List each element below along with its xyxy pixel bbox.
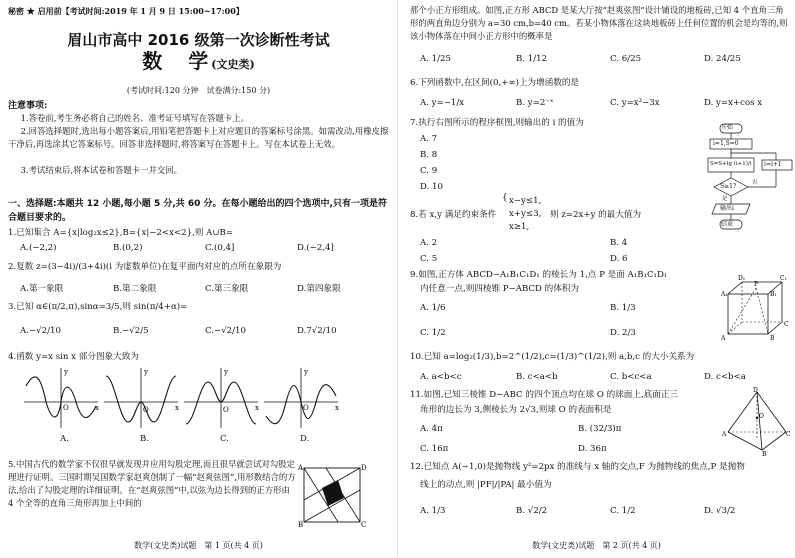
- question-3: 3.已知 α∈(π/2,π),sinα=3/5,则 sin(π/4+α)=: [8, 302, 188, 312]
- q7-option-d: D. 10: [420, 182, 443, 192]
- exam-title: 眉山市高中 2016 级第一次诊断性考试: [67, 31, 330, 49]
- q3-option-a: A.−√2/10: [20, 326, 61, 336]
- q7-option-b: B. 8: [420, 150, 438, 160]
- svg-text:D: D: [361, 464, 367, 472]
- q12-option-b: B. √2/2: [516, 506, 548, 516]
- q7-option-a: A. 7: [420, 134, 438, 144]
- q9-option-a: A. 1/6: [420, 303, 446, 313]
- q10-option-c: C. b<c<a: [610, 372, 652, 382]
- page-2-footer: 数学(文史类)试题 第 2 页(共 4 页): [532, 541, 661, 551]
- page-1: [0, 0, 397, 558]
- exam-info: (考试时间:120 分钟 试卷满分:150 分): [126, 86, 271, 95]
- q8-tail: 则 z=2x+y 的最大值为: [550, 210, 642, 220]
- notice-heading: 注意事项:: [8, 101, 48, 111]
- secret-header: 秘密 ★ 启用前【考试时间:2019 年 1 月 9 日 15:00~17:00】: [8, 6, 244, 16]
- question-8: 8.若 x,y 满足约束条件: [410, 210, 497, 220]
- svg-text:A₁: A₁: [721, 291, 728, 298]
- svg-text:B: B: [762, 451, 767, 458]
- q4-option-b: B.: [140, 434, 150, 444]
- q10-option-a: A. a<b<c: [420, 372, 462, 382]
- svg-text:B: B: [298, 521, 304, 529]
- q2-option-b: B.第二象限: [113, 284, 157, 294]
- q8-cond-3: x≥1,: [509, 222, 530, 232]
- flow-end: 结束: [721, 221, 734, 228]
- question-12: 12.已知点 A(−1,0)是抛物线 y²=2px 的准线与 x 轴的交点,F 为抛物线的焦点,P 是抛物: [410, 462, 745, 472]
- q5-option-c: C. 6/25: [610, 54, 642, 64]
- q1-option-a: A.(−2,2): [20, 243, 57, 253]
- svg-text:C: C: [784, 321, 789, 328]
- svg-text:D: D: [753, 387, 758, 394]
- q11-option-d: D. 36π: [578, 444, 607, 454]
- q8-cond-2: x+y≤3,: [509, 209, 542, 219]
- notice-1: 1.答卷前,考生务必将自己的姓名、准考证号填写在答题卡上。: [20, 113, 249, 123]
- svg-text:y: y: [224, 368, 228, 376]
- flow-yes: 是: [722, 196, 728, 202]
- q6-option-a: A. y=−1/x: [420, 98, 465, 108]
- q11-option-c: C. 16π: [420, 444, 449, 454]
- svg-text:y: y: [64, 368, 68, 376]
- question-11-line2: 角形的边长为 3,侧棱长为 2√3,则球 O 的表面积是: [420, 405, 612, 415]
- q1-option-b: B.(0,2): [113, 243, 143, 253]
- svg-text:x: x: [255, 404, 259, 412]
- flow-start: 开始: [721, 124, 734, 131]
- subject-name: 数 学: [142, 49, 212, 73]
- pyramid-figure: [722, 388, 792, 456]
- q8-option-b: B. 4: [610, 238, 628, 248]
- svg-text:y: y: [304, 368, 308, 376]
- subject-suffix: (文史类): [211, 58, 255, 71]
- svg-text:B: B: [770, 335, 775, 342]
- svg-text:O: O: [759, 413, 764, 420]
- q3-option-b: B.−√2/5: [113, 326, 149, 336]
- q4-option-a: A.: [60, 434, 69, 444]
- q4-option-c: C.: [220, 434, 230, 444]
- question-5-continued: 那个小正方形组成。如图,正方形 ABCD 是某大厅按“赵爽弦图”设计铺设的地板砖,已知 4 个直角三角形的两直角边分别为 a=30 cm,b=40 cm。若某小物体落在这块地板砖上任何位置的机会是均等的,则该小物体落在中间小正方形中的概率是: [410, 5, 788, 42]
- question-10: 10.已知 a=log₂(1/3),b=2^(1/2),c=(1/3)^(1/2),则 a,b,c 的大小关系为: [410, 352, 695, 362]
- flow-condition: S≥1?: [720, 183, 737, 190]
- graph-d: [262, 366, 340, 430]
- notice-2: 2.回答选择题时,选出每小题答案后,用铅笔把答题卡上对应题目的答案标号涂黑。如需改动,用橡皮擦干净后,再选涂其它答案标号。回答非选择题时,将答案写在答题卡上。写在本试卷上无效。: [8, 126, 389, 150]
- q6-option-c: C. y=x³−3x: [610, 98, 660, 108]
- page-2: [397, 0, 794, 558]
- svg-text:y: y: [144, 368, 148, 376]
- q8-option-d: D. 6: [610, 254, 628, 264]
- flow-init: i=1,S=0: [713, 140, 739, 147]
- svg-text:O: O: [303, 404, 309, 412]
- question-4: 4.函数 y=x sin x 部分图象大致为: [8, 352, 139, 362]
- svg-text:P: P: [754, 281, 759, 288]
- section-1-heading: 一、选择题:本题共 12 小题,每小题 5 分,共 60 分。在每小题给出的四个选项中,只有一项是符合题目要求的。: [8, 199, 387, 224]
- zhao-shuang-figure: [298, 462, 366, 528]
- q6-option-b: B. y=2⁻ˣ: [516, 98, 554, 108]
- svg-text:C: C: [361, 521, 367, 529]
- q12-option-a: A. 1/3: [420, 506, 446, 516]
- svg-text:D₁: D₁: [738, 275, 746, 282]
- q5-option-d: D. 24/25: [704, 54, 741, 64]
- q8-cond-1: x−y≤1,: [509, 196, 542, 206]
- q6-option-d: D. y=x+cos x: [704, 98, 763, 108]
- flow-update: S=S+lg (i+1)/i: [710, 161, 752, 167]
- q9-option-d: D. 2/3: [610, 328, 636, 338]
- svg-text:x: x: [175, 404, 179, 412]
- svg-text:x: x: [335, 404, 339, 412]
- q11-option-b: B. (32/3)π: [578, 424, 622, 434]
- flow-output: 输出i: [720, 205, 734, 212]
- question-12-line2: 线上的动点,则 |PF|/|PA| 最小值为: [420, 480, 552, 490]
- q11-option-a: A. 4π: [420, 424, 443, 434]
- q9-option-c: C. 1/2: [420, 328, 446, 338]
- page-1-footer: 数学(文史类)试题 第 1 页(共 4 页): [134, 541, 263, 551]
- flow-no: 否: [752, 180, 758, 186]
- flowchart-lines: [704, 122, 794, 234]
- svg-text:C₁: C₁: [780, 275, 787, 282]
- svg-text:A: A: [721, 335, 726, 342]
- q10-option-d: D. c<b<a: [704, 372, 746, 382]
- q5-option-a: A. 1/25: [420, 54, 451, 64]
- svg-text:A: A: [298, 464, 304, 472]
- q3-option-d: D.7√2/10: [297, 326, 337, 336]
- question-5: 5.中国古代的数学家不仅很早就发现并应用勾股定理,而且很早就尝试对勾股定理进行证明。三国时期吴国数学家赵爽创制了一幅“赵爽弦图”,用形数结合的方法,给出了勾股定理的详细证明。在“赵爽弦图”中,以弦为边长得到的正方形由 4 个全等的直角三角形再加上中间的: [8, 459, 296, 509]
- q12-option-c: C. 1/2: [610, 506, 636, 516]
- svg-text:O: O: [223, 406, 229, 414]
- flowchart: [704, 122, 794, 234]
- q8-option-a: A. 2: [420, 238, 438, 248]
- svg-text:B₁: B₁: [770, 291, 777, 298]
- q2-option-d: D.第四象限: [297, 284, 341, 294]
- q3-option-c: C.−√2/10: [205, 326, 246, 336]
- q8-option-c: C. 5: [420, 254, 438, 264]
- question-7: 7.执行右图所示的程序框图,则输出的 i 的值为: [410, 118, 584, 128]
- q5-option-b: B. 1/12: [516, 54, 548, 64]
- q1-option-c: C.(0,4]: [205, 243, 235, 253]
- cube-figure: [720, 272, 790, 342]
- q2-option-a: A.第一象限: [20, 284, 64, 294]
- question-11: 11.如图,已知三棱锥 D−ABC 的四个顶点均在球 O 的球面上,底面正三: [410, 390, 679, 400]
- subject-title: [0, 48, 397, 75]
- svg-text:x: x: [95, 404, 99, 412]
- q4-option-d: D.: [300, 434, 310, 444]
- flow-increment: i=i+1: [764, 161, 782, 168]
- graph-a: [22, 366, 100, 430]
- q10-option-b: B. c<a<b: [516, 372, 558, 382]
- svg-text:O: O: [143, 406, 149, 414]
- q12-option-d: D. √3/2: [704, 506, 736, 516]
- question-6: 6.下列函数中,在区间(0,+∞)上为增函数的是: [410, 78, 580, 88]
- svg-text:A: A: [722, 431, 727, 438]
- question-9-line2: 内任意一点,则四棱锥 P−ABCD 的体积为: [420, 284, 580, 294]
- graph-b: [102, 366, 180, 430]
- q2-option-c: C.第三象限: [205, 284, 249, 294]
- question-2: 2.复数 z=(3−4i)/(3+4i)(i 为虚数单位)在复平面内对应的点所在象限为: [8, 262, 282, 272]
- q7-option-c: C. 9: [420, 166, 438, 176]
- question-9: 9.如图,正方体 ABCD−A₁B₁C₁D₁ 的棱长为 1,点 P 是面 A₁B₁C₁D₁: [410, 270, 668, 280]
- graph-c: [182, 366, 260, 430]
- notice-3: 3.考试结束后,将本试卷和答题卡一并交回。: [20, 165, 182, 175]
- question-1: 1.已知集合 A={x|log₂x≤2},B={x|−2<x<2},则 A∪B=: [8, 228, 234, 238]
- svg-text:O: O: [63, 404, 69, 412]
- q8-brace: {: [502, 193, 508, 203]
- q1-option-d: D.(−2,4]: [297, 243, 334, 253]
- q9-option-b: B. 1/3: [610, 303, 636, 313]
- svg-text:C: C: [786, 431, 791, 438]
